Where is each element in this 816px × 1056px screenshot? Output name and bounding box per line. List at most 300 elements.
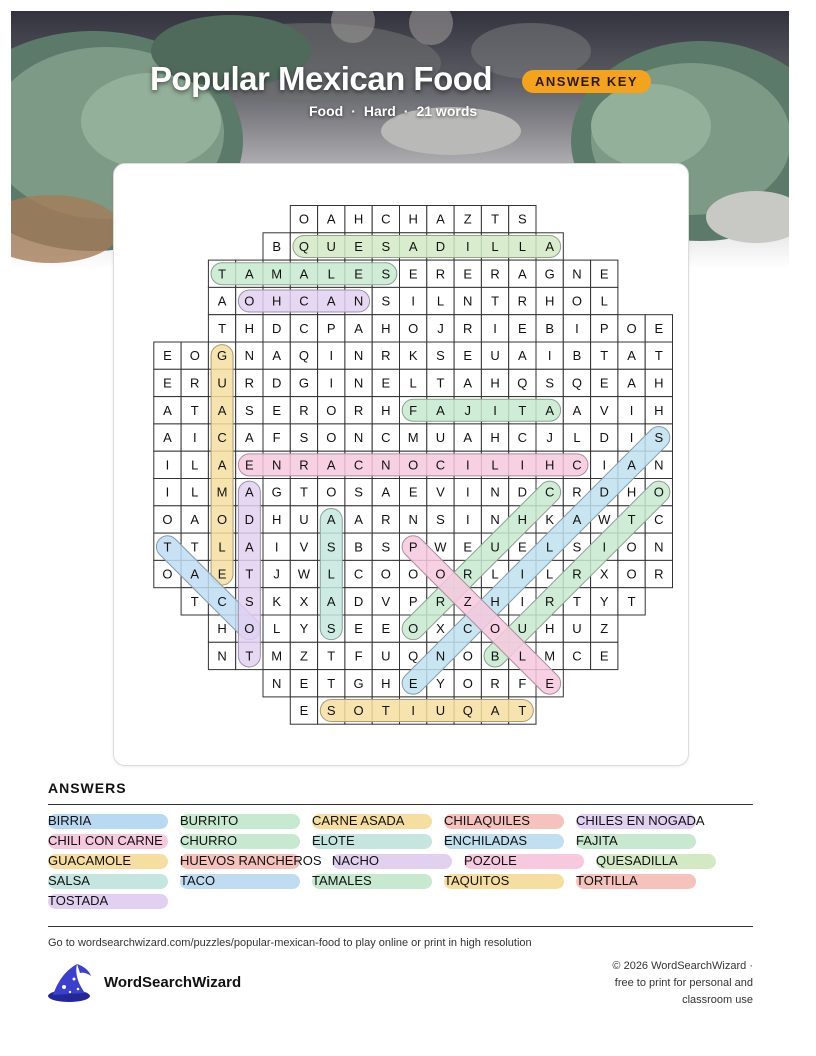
grid-letter: C (517, 430, 528, 446)
grid-letter: S (245, 593, 254, 609)
brand-name: WordSearchWizard (104, 974, 242, 991)
grid-letter: J (437, 320, 444, 336)
grid-letter: O (216, 511, 228, 527)
answer-word-text: NACHO (332, 853, 379, 868)
grid-letter: I (411, 703, 415, 719)
grid-letter: O (326, 484, 337, 500)
grid-letter: A (190, 511, 200, 527)
grid-letter: E (299, 703, 309, 719)
divider (48, 926, 753, 927)
grid-letter: N (271, 675, 282, 691)
grid-letter: F (518, 675, 527, 691)
grid-letter: C (217, 430, 227, 446)
grid-letter: N (271, 457, 282, 473)
grid-letter: A (627, 375, 636, 391)
grid-letter: U (217, 375, 227, 391)
grid-letter: I (602, 539, 607, 555)
grid-letter: A (299, 266, 309, 282)
wizard-hat-logo-icon (47, 962, 93, 1004)
grid-letter: H (271, 511, 282, 527)
grid-letter: T (218, 266, 227, 282)
grid-letter: X (599, 566, 609, 582)
grid-letter: E (599, 266, 609, 282)
grid-letter: O (244, 621, 255, 637)
answer-word (332, 853, 379, 869)
answer-word (576, 833, 618, 849)
answer-word (312, 813, 404, 829)
grid-letter: N (244, 348, 255, 364)
difficulty-label: Hard (363, 103, 396, 119)
grid-letter: M (271, 266, 283, 282)
answer-word (444, 873, 509, 889)
grid-letter: A (463, 375, 473, 391)
answer-word-text: SALSA (48, 873, 90, 888)
grid-letter: H (517, 511, 528, 527)
grid-letter: I (575, 320, 579, 336)
grid-letter: S (545, 375, 554, 391)
answer-word-text: BIRRIA (48, 813, 92, 828)
grid-letter: N (353, 375, 364, 391)
grid-letter: A (326, 511, 336, 527)
grid-letter: J (546, 430, 553, 446)
grid-letter: A (354, 511, 363, 527)
copyright-line: free to print for personal and (614, 977, 753, 989)
grid-letter: L (191, 484, 199, 500)
page-title: Popular Mexican Food (150, 60, 493, 97)
grid-letter: I (629, 402, 634, 418)
grid-letter: H (490, 375, 500, 391)
grid-letter: T (245, 566, 254, 582)
grid-letter: R (572, 566, 582, 582)
grid-letter: S (354, 484, 363, 500)
grid-letter: A (381, 484, 391, 500)
grid-letter: W (598, 511, 611, 527)
grid-letter: C (353, 457, 364, 473)
copyright-line: © 2026 WordSearchWizard · (612, 960, 753, 972)
grid-letter: R (572, 484, 582, 500)
grid-letter: J (273, 566, 280, 582)
grid-letter: B (572, 348, 582, 364)
grid-letter: E (245, 457, 254, 473)
grid-letter: N (654, 457, 664, 473)
grid-letter: A (463, 430, 473, 446)
grid-letter: E (599, 375, 609, 391)
divider (48, 804, 753, 805)
grid-letter: H (271, 293, 282, 309)
grid-letter: R (381, 511, 391, 527)
grid-letter: S (245, 402, 254, 418)
grid-letter: K (545, 511, 554, 527)
grid-letter: G (216, 348, 228, 364)
grid-letter: U (490, 348, 500, 364)
grid-letter: T (654, 348, 663, 364)
answer-word-text: ELOTE (312, 833, 355, 848)
grid-letter: R (353, 402, 364, 418)
grid-letter: L (518, 238, 526, 254)
grid-letter: O (162, 511, 173, 527)
grid-letter: Z (463, 211, 472, 227)
grid-letter: A (627, 348, 636, 364)
grid-letter: D (271, 375, 282, 391)
grid-letter: T (190, 539, 199, 555)
grid-letter: L (409, 375, 417, 391)
grid-letter: C (572, 457, 582, 473)
grid-letter: E (518, 539, 527, 555)
grid-letter: C (463, 621, 473, 637)
grid-letter: L (518, 648, 526, 664)
grid-letter: C (544, 484, 555, 500)
grid-letter: A (518, 266, 527, 282)
grid-letter: H (544, 293, 555, 309)
grid-letter: A (627, 457, 636, 473)
grid-letter: O (408, 320, 419, 336)
grid-letter: S (299, 430, 309, 446)
answers-heading: ANSWERS (48, 780, 127, 796)
grid-letter: T (627, 511, 636, 527)
answer-word (48, 813, 91, 829)
answer-word-text: CARNE ASADA (312, 813, 405, 828)
grid-letter: O (298, 211, 310, 227)
grid-letter: V (599, 402, 609, 418)
grid-letter: N (435, 648, 446, 664)
grid-letter: W (297, 566, 311, 582)
grid-letter: H (217, 621, 227, 637)
answer-word-text: BURRITO (180, 813, 239, 828)
grid-letter: T (218, 320, 227, 336)
grid-letter: H (353, 211, 364, 227)
grid-letter: T (572, 593, 581, 609)
grid-letter: O (462, 675, 473, 691)
grid-letter: O (408, 566, 419, 582)
grid-letter: O (626, 566, 637, 582)
grid-letter: O (408, 621, 419, 637)
grid-letter: N (381, 457, 391, 473)
copyright-line: classroom use (682, 994, 753, 1006)
grid-letter: O (408, 457, 419, 473)
answer-word-text: ENCHILADAS (444, 833, 528, 848)
answer-word (180, 813, 238, 829)
grid-letter: Z (463, 593, 472, 609)
grid-letter: T (436, 375, 445, 391)
grid-letter: T (381, 703, 390, 719)
grid-letter: H (544, 457, 555, 473)
separator-dot: · (403, 103, 409, 119)
grid-letter: N (572, 266, 582, 282)
highlight-taquitos (320, 700, 533, 722)
grid-letter: H (626, 484, 637, 500)
grid-letter: G (353, 675, 364, 691)
category-label: Food (309, 103, 344, 119)
grid-letter: L (600, 293, 608, 309)
grid-letter: G (544, 266, 555, 282)
grid-letter: O (626, 539, 637, 555)
grid-letter: C (299, 293, 309, 309)
highlight-fajita (402, 399, 561, 421)
grid-letter: A (436, 211, 445, 227)
grid-letter: C (381, 211, 391, 227)
answer-word (48, 853, 131, 869)
grid-letter: K (272, 593, 281, 609)
grid-letter: A (490, 703, 500, 719)
grid-letter: R (544, 593, 555, 609)
grid-letter: R (299, 402, 309, 418)
answer-word-text: FAJITA (576, 833, 618, 848)
grid-letter: Q (298, 238, 310, 254)
grid-letter: L (327, 566, 335, 582)
grid-letter: R (190, 375, 200, 391)
grid-letter: N (217, 648, 227, 664)
grid-letter: S (326, 703, 336, 719)
grid-letter: T (163, 539, 172, 555)
grid-letter: E (518, 320, 527, 336)
answer-word (180, 833, 237, 849)
grid-letter: X (436, 621, 445, 637)
answer-word (444, 813, 530, 829)
grid-letter: F (354, 648, 363, 664)
grid-letter: O (326, 402, 337, 418)
grid-letter: I (329, 348, 334, 364)
grid-letter: O (162, 566, 173, 582)
grid-letter: A (572, 402, 582, 418)
grid-letter: E (272, 402, 281, 418)
grid-letter: L (491, 457, 499, 473)
grid-letter: U (435, 430, 446, 446)
grid-letter: E (408, 675, 418, 691)
grid-letter: S (381, 293, 391, 309)
grid-letter: N (408, 511, 418, 527)
answer-word-text: TOSTADA (48, 893, 109, 908)
grid-letter: L (573, 430, 581, 446)
grid-letter: I (165, 484, 170, 500)
grid-letter: L (273, 621, 281, 637)
grid-letter: I (165, 457, 170, 473)
grid-letter: R (244, 375, 255, 391)
grid-letter: E (408, 266, 418, 282)
grid-letter: E (381, 375, 391, 391)
grid-letter: R (381, 348, 391, 364)
grid-letter: I (465, 238, 470, 254)
grid-letter: G (271, 484, 282, 500)
answer-word (180, 873, 215, 889)
grid-letter: I (465, 511, 470, 527)
grid-letter: D (271, 320, 282, 336)
grid-letter: D (244, 511, 255, 527)
grid-letter: S (326, 539, 336, 555)
answer-word (312, 873, 372, 889)
grid-letter: A (245, 430, 254, 446)
grid-letter: Q (517, 375, 528, 391)
grid-letter: U (435, 703, 446, 719)
footer-url-text: Go to wordsearchwizard.com/puzzles/popular-mexican-food to play online or print in high resolution (48, 937, 532, 949)
answer-word (48, 873, 90, 889)
grid-letter: E (463, 348, 473, 364)
grid-letter: O (489, 621, 501, 637)
grid-letter: A (245, 484, 254, 500)
grid-letter: H (654, 402, 664, 418)
grid-letter: S (572, 539, 582, 555)
grid-letter: P (408, 539, 418, 555)
grid-letter: H (654, 375, 664, 391)
grid-letter: O (244, 293, 255, 309)
answer-word-text: TAQUITOS (444, 873, 510, 888)
word-count-label: 21 words (416, 103, 478, 119)
grid-letter: A (190, 566, 200, 582)
grid-letter: S (381, 238, 391, 254)
answer-word (444, 833, 527, 849)
answer-word-text: QUESADILLA (596, 853, 678, 868)
grid-letter: G (298, 375, 310, 391)
grid-letter: V (299, 539, 309, 555)
grid-letter: S (518, 211, 527, 227)
grid-letter: P (408, 593, 418, 609)
grid-letter: U (299, 511, 309, 527)
answer-word-text: CHURRO (180, 833, 238, 848)
grid-letter: U (381, 648, 391, 664)
grid-letter: A (245, 266, 254, 282)
grid-letter: O (462, 648, 473, 664)
grid-letter: V (381, 593, 391, 609)
answer-word-text: TORTILLA (576, 873, 638, 888)
grid-letter: O (380, 566, 391, 582)
grid-letter: Q (408, 648, 419, 664)
grid-letter: A (572, 511, 582, 527)
answer-word (48, 833, 163, 849)
grid-letter: T (299, 484, 308, 500)
answer-word-text: HUEVOS RANCHEROS (180, 853, 322, 868)
answer-word (180, 853, 322, 869)
grid-letter: A (217, 293, 227, 309)
grid-letter: H (490, 593, 500, 609)
grid-letter: E (217, 566, 227, 582)
grid-letter: A (163, 402, 172, 418)
answer-word (576, 873, 638, 889)
grid-letter: T (491, 293, 500, 309)
answer-word (596, 853, 678, 869)
grid-letter: R (490, 675, 500, 691)
grid-letter: A (217, 402, 227, 418)
grid-letter: T (518, 703, 527, 719)
grid-letter: N (490, 511, 500, 527)
grid-letter: X (299, 593, 309, 609)
grid-letter: K (408, 348, 418, 364)
grid-letter: D (353, 593, 364, 609)
grid-letter: W (434, 539, 447, 555)
grid-letter: L (218, 539, 226, 555)
grid-letter: T (245, 648, 254, 664)
grid-letter: U (326, 238, 336, 254)
grid-letter: A (354, 320, 363, 336)
grid-letter: T (327, 648, 336, 664)
grid-letter: R (490, 266, 500, 282)
grid-letter: Q (462, 703, 473, 719)
grid-letter: E (163, 348, 172, 364)
grid-letter: E (463, 539, 473, 555)
grid-letter: L (546, 539, 554, 555)
grid-letter: I (520, 593, 525, 609)
grid-letter: Y (436, 675, 445, 691)
answer-word-text: POZOLE (464, 853, 517, 868)
grid-letter: C (217, 593, 227, 609)
grid-letter: I (493, 402, 497, 418)
grid-letter: O (571, 293, 583, 309)
grid-letter: M (216, 484, 228, 500)
answer-key-badge: ANSWER KEY (522, 70, 651, 93)
answer-word (464, 853, 517, 869)
grid-letter: M (544, 648, 556, 664)
grid-letter: I (192, 430, 197, 446)
grid-letter: H (381, 675, 391, 691)
grid-letter: A (326, 593, 336, 609)
grid-letter: H (381, 320, 391, 336)
grid-letter: E (408, 484, 418, 500)
grid-letter: H (544, 621, 555, 637)
grid-letter: A (545, 402, 554, 418)
grid-letter: C (381, 430, 391, 446)
grid-letter: H (408, 211, 418, 227)
answer-word-text: GUACAMOLE (48, 853, 132, 868)
grid-letter: Z (600, 621, 609, 637)
grid-letter: E (299, 675, 309, 691)
grid-letter: L (491, 566, 499, 582)
grid-letter: N (353, 430, 364, 446)
grid-letter: D (435, 238, 446, 254)
grid-letter: E (354, 621, 363, 637)
grid-letter: H (490, 430, 500, 446)
grid-letter: R (299, 457, 309, 473)
grid-letter: E (354, 266, 363, 282)
grid-letter: M (271, 648, 283, 664)
grid-letter: C (435, 457, 446, 473)
grid-letter: S (381, 266, 391, 282)
grid-letter: N (353, 348, 364, 364)
grid-letter: F (409, 402, 418, 418)
grid-letter: C (353, 566, 364, 582)
grid-letter: O (189, 348, 200, 364)
grid-letter: D (599, 484, 609, 500)
grid-letter: Y (599, 593, 609, 609)
grid-letter: S (381, 539, 391, 555)
grid-letter: S (436, 511, 445, 527)
grid-letter: N (463, 293, 473, 309)
grid-letter: S (654, 430, 664, 446)
grid-letter: O (653, 484, 664, 500)
grid-letter: T (190, 593, 199, 609)
grid-letter: I (629, 430, 634, 446)
grid-letter: I (465, 484, 470, 500)
grid-letter: T (600, 348, 609, 364)
grid-letter: I (493, 320, 497, 336)
grid-letter: I (274, 539, 279, 555)
grid-letter: I (547, 348, 552, 364)
grid-letter: I (520, 566, 525, 582)
grid-letter: L (327, 266, 335, 282)
grid-letter: B (272, 238, 281, 254)
grid-letter: B (490, 648, 500, 664)
grid-letter: T (190, 402, 199, 418)
grid-letter: A (518, 348, 527, 364)
grid-letter: A (272, 348, 281, 364)
grid-letter: A (163, 430, 172, 446)
answer-word-text: CHILAQUILES (444, 813, 530, 828)
grid-letter: U (572, 621, 582, 637)
grid-letter: E (654, 320, 664, 336)
grid-letter: T (518, 402, 527, 418)
answer-word (48, 893, 108, 909)
grid-letter: Z (299, 648, 308, 664)
grid-letter: S (326, 621, 336, 637)
grid-letter: I (520, 457, 525, 473)
grid-letter: D (599, 430, 609, 446)
